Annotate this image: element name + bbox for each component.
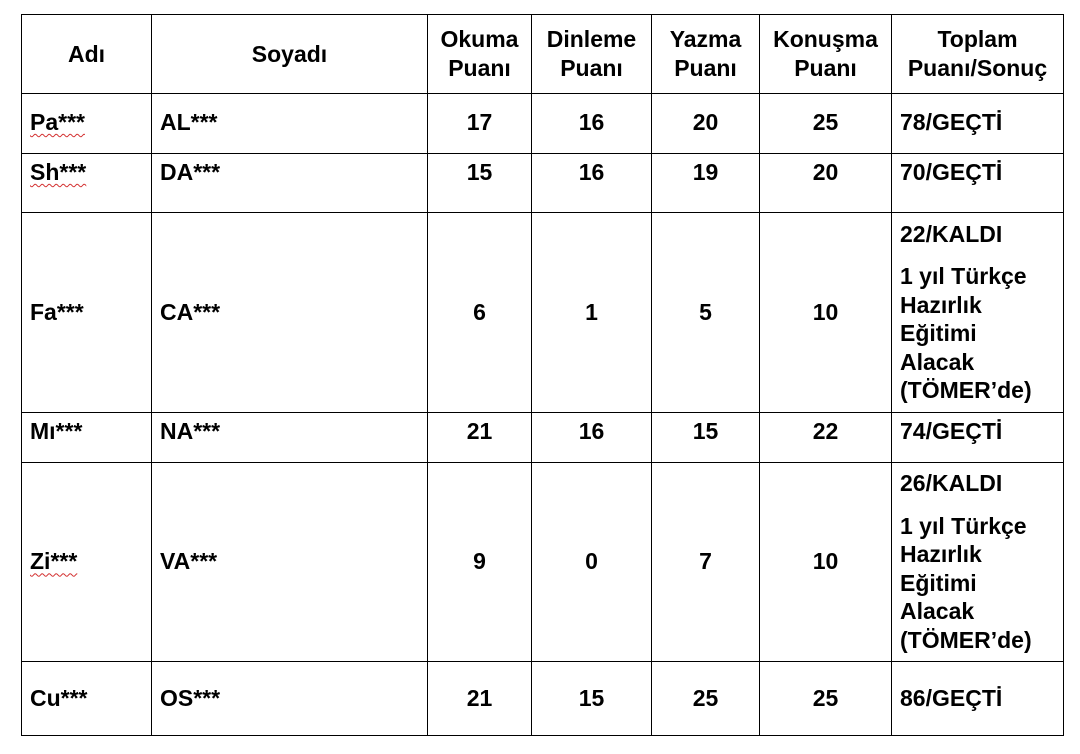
- cell-writing: 19: [652, 154, 760, 213]
- cell-speaking: 10: [760, 462, 892, 661]
- header-total: Toplam Puanı/Sonuç: [892, 15, 1064, 94]
- cell-reading: 15: [428, 154, 532, 213]
- cell-listening: 1: [532, 213, 652, 412]
- cell-listening: 16: [532, 412, 652, 462]
- cell-result: [892, 213, 1064, 412]
- table-row: [22, 213, 1064, 412]
- cell-result: [892, 462, 1064, 661]
- header-name: Adı: [22, 15, 152, 94]
- cell-surname: DA***: [152, 154, 428, 213]
- cell-reading: 6: [428, 213, 532, 412]
- header-surname: Soyadı: [152, 15, 428, 94]
- cell-surname: VA***: [152, 462, 428, 661]
- result-note: 1 yıl Türkçe Hazırlık Eğitimi Alacak (TÖMER’de): [900, 512, 1032, 653]
- table-row: [22, 661, 1064, 735]
- header-row: [22, 15, 1064, 94]
- cell-writing: 15: [652, 412, 760, 462]
- cell-name: Cu***: [22, 661, 152, 735]
- cell-speaking: 22: [760, 412, 892, 462]
- cell-speaking: 10: [760, 213, 892, 412]
- cell-name: Pa***: [22, 94, 152, 154]
- cell-listening: 16: [532, 154, 652, 213]
- result-status: 26/KALDI: [900, 470, 1003, 497]
- cell-writing: 25: [652, 661, 760, 735]
- cell-surname: OS***: [152, 661, 428, 735]
- cell-result: 70/GEÇTİ: [892, 154, 1064, 213]
- cell-speaking: 20: [760, 154, 892, 213]
- cell-result: 74/GEÇTİ: [892, 412, 1064, 462]
- cell-name: Mı***: [22, 412, 152, 462]
- cell-speaking: 25: [760, 94, 892, 154]
- table-row: [22, 412, 1064, 462]
- table-row: [22, 154, 1064, 213]
- cell-listening: 16: [532, 94, 652, 154]
- results-table: [21, 14, 1064, 736]
- cell-name: Zi***: [22, 462, 152, 661]
- cell-speaking: 25: [760, 661, 892, 735]
- table-row: [22, 462, 1064, 661]
- cell-writing: 5: [652, 213, 760, 412]
- cell-reading: 17: [428, 94, 532, 154]
- cell-listening: 15: [532, 661, 652, 735]
- cell-surname: AL***: [152, 94, 428, 154]
- result-note: 1 yıl Türkçe Hazırlık Eğitimi Alacak (TÖMER’de): [900, 263, 1032, 404]
- table-row: [22, 94, 1064, 154]
- cell-listening: 0: [532, 462, 652, 661]
- cell-result: 86/GEÇTİ: [892, 661, 1064, 735]
- cell-surname: NA***: [152, 412, 428, 462]
- cell-name: Sh***: [22, 154, 152, 213]
- cell-result: 78/GEÇTİ: [892, 94, 1064, 154]
- header-speaking: Konuşma Puanı: [760, 15, 892, 94]
- header-writing: Yazma Puanı: [652, 15, 760, 94]
- cell-name: Fa***: [22, 213, 152, 412]
- result-status: 22/KALDI: [900, 220, 1003, 247]
- cell-surname: CA***: [152, 213, 428, 412]
- cell-reading: 9: [428, 462, 532, 661]
- cell-writing: 7: [652, 462, 760, 661]
- cell-reading: 21: [428, 661, 532, 735]
- cell-writing: 20: [652, 94, 760, 154]
- header-listening: Dinleme Puanı: [532, 15, 652, 94]
- cell-reading: 21: [428, 412, 532, 462]
- header-reading: Okuma Puanı: [428, 15, 532, 94]
